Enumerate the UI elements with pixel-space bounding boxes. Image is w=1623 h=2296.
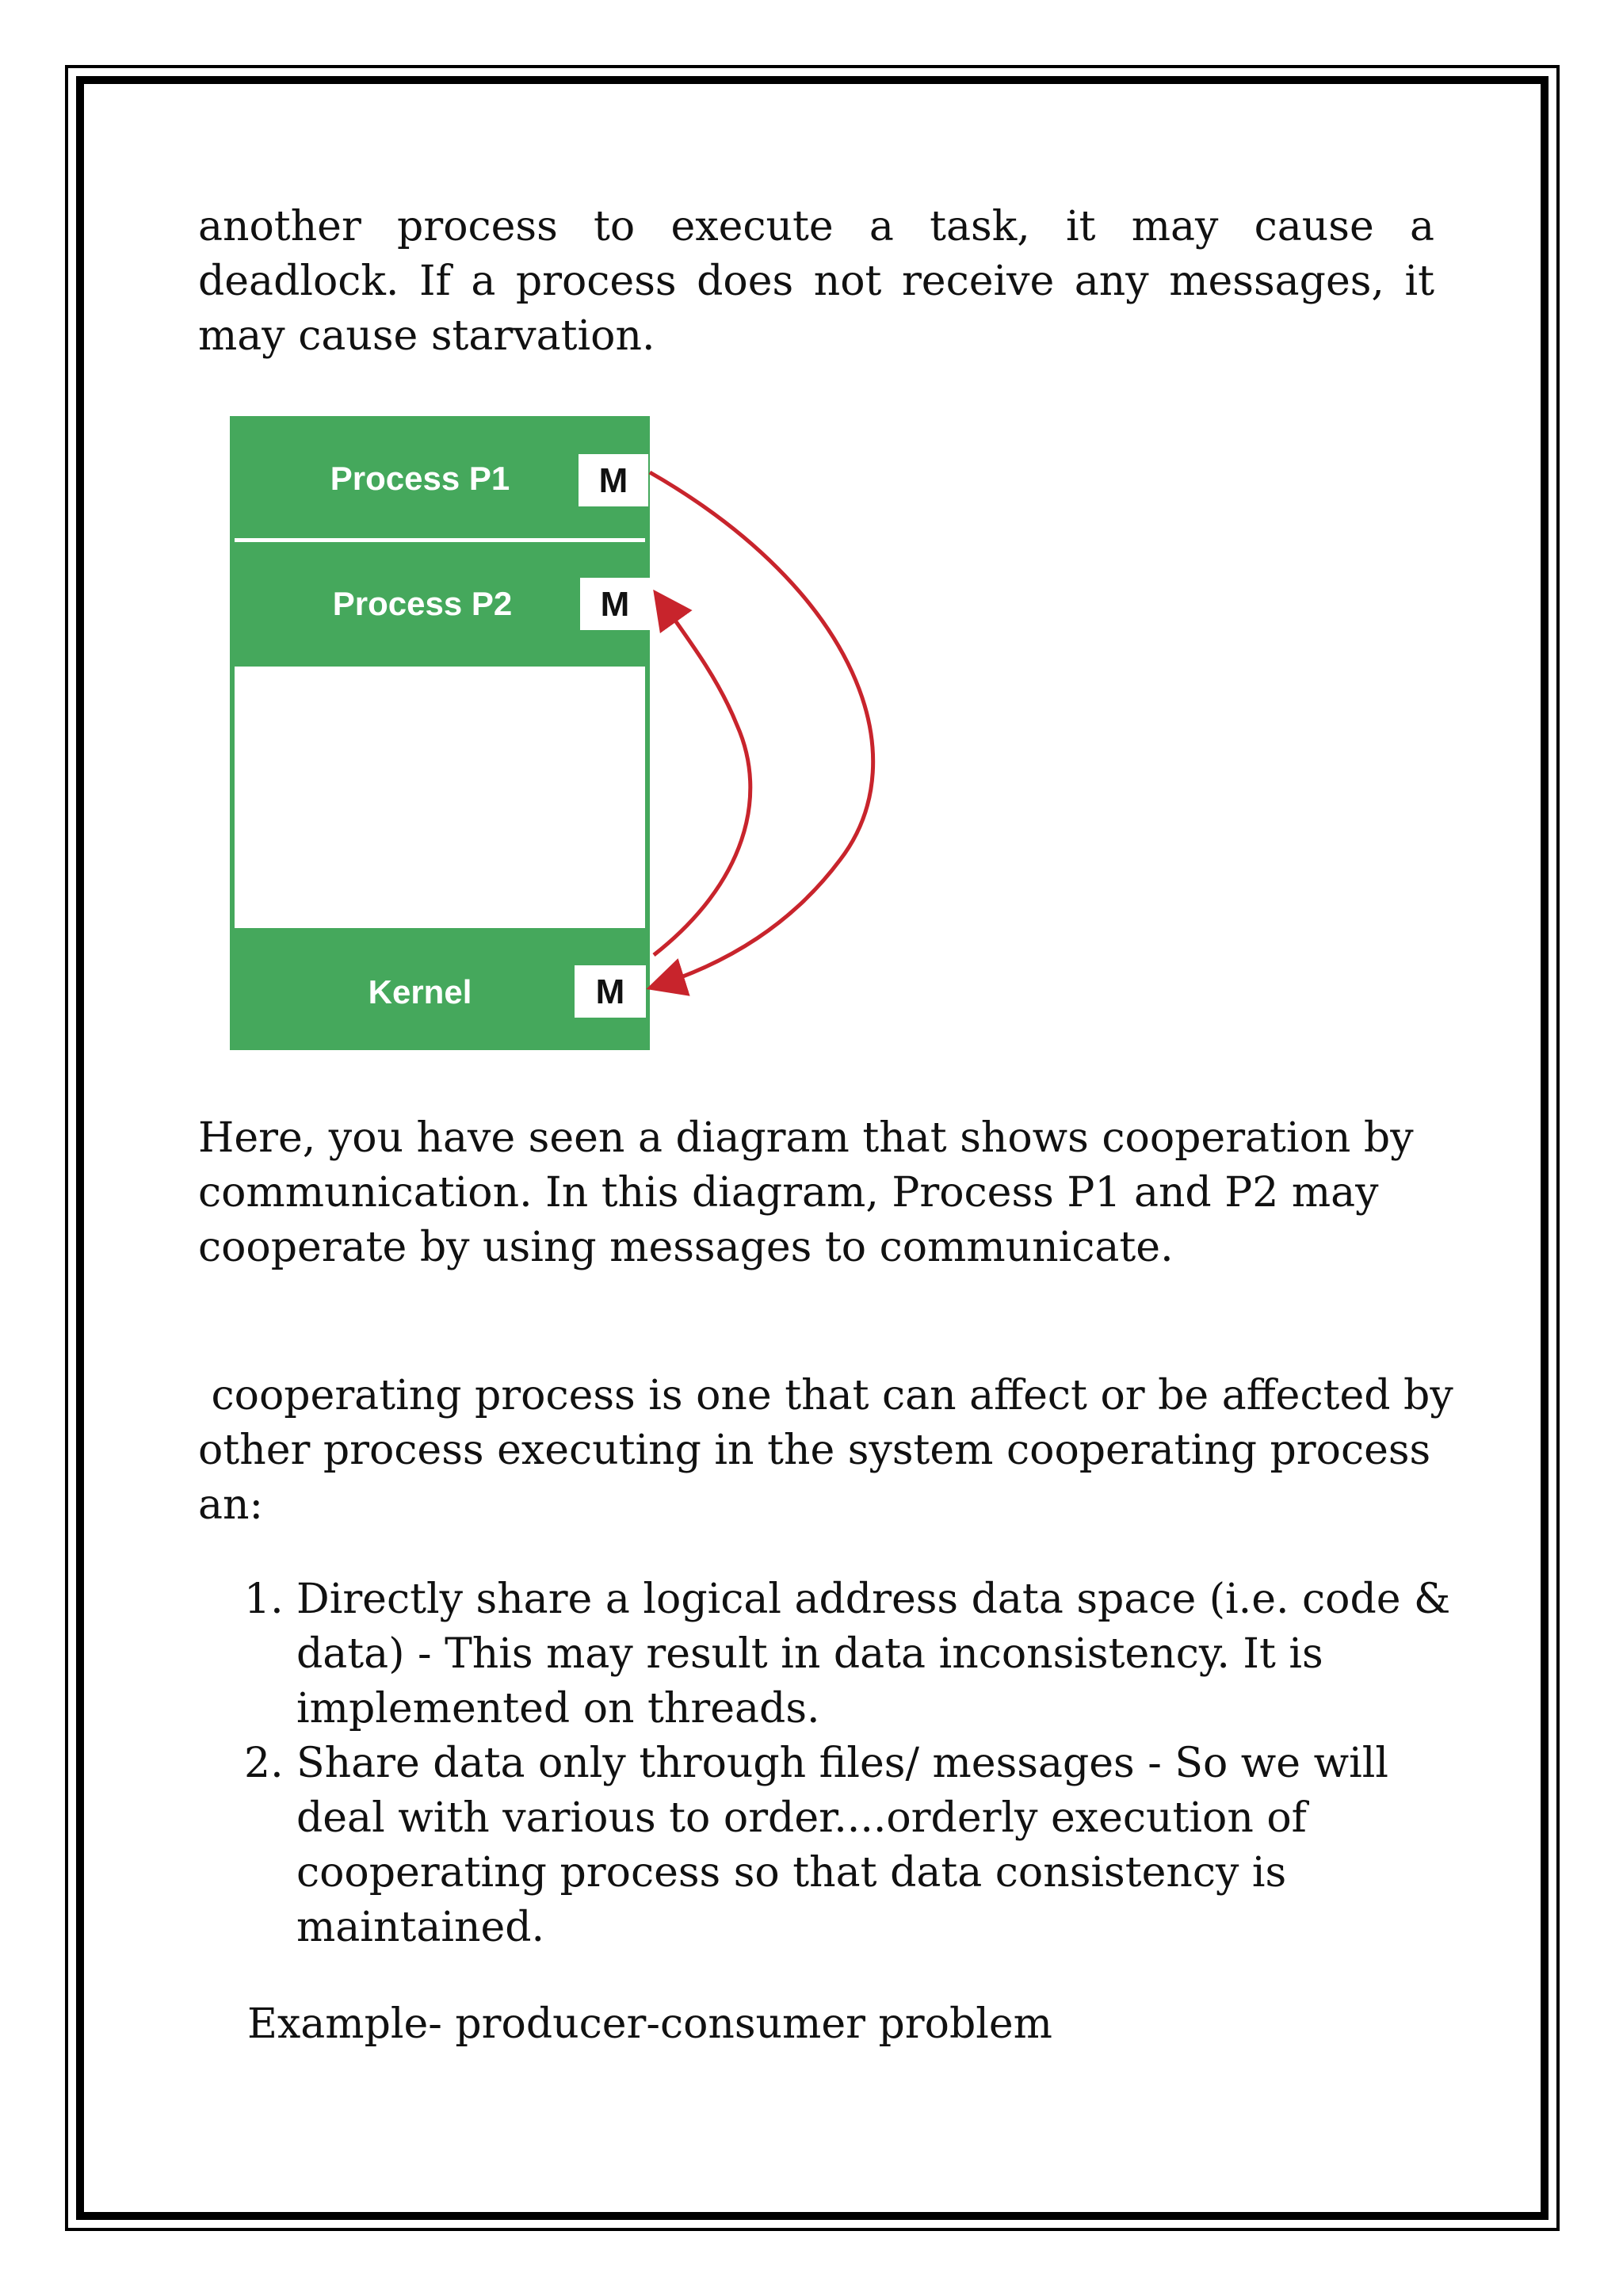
list-item — [238, 1736, 1474, 1955]
process-separator — [235, 538, 645, 542]
list-item — [238, 1572, 1474, 1736]
kernel-label: Kernel — [368, 973, 472, 1010]
example-line: Example- producer-consumer problem — [247, 2000, 1052, 2048]
explanation-paragraph: Here, you have seen a diagram that shows cooperation by communication. In this diagram, Process P1 and P2 may cooperate by using messages to communicate. — [198, 1114, 1414, 1271]
empty-space — [235, 667, 645, 928]
process-p1-message-label: M — [598, 461, 628, 500]
process-p2-message-label: M — [600, 585, 630, 624]
arrow-kernel-to-p2 — [654, 596, 750, 955]
list-item-text: Directly share a logical address data space (i.e. code & data) - This may result in data inconsistency. It is implemented on threads. — [296, 1576, 1451, 1733]
intro-line: may cause starvation. — [198, 312, 655, 360]
list-item-number: 1. — [244, 1576, 284, 1623]
process-p1-label: Process P1 — [330, 460, 510, 497]
definition-paragraph: cooperating process is one that can affect or be affected by other process executing in the system cooperating process an: — [198, 1372, 1467, 1529]
intro-line: another process to execute a task, it may cause a — [198, 203, 1434, 250]
list-item-number: 2. — [244, 1740, 284, 1787]
cooperation-methods-list — [238, 1572, 1474, 1955]
intro-line: deadlock. If a process does not receive any messages, it — [198, 258, 1434, 305]
kernel-message-label: M — [595, 972, 625, 1011]
list-item-text: Share data only through files/ messages - So we will deal with various to order....orderly execution of cooperating process so that data consistency is maintained. — [296, 1740, 1388, 1951]
arrow-p1-to-kernel — [650, 472, 873, 987]
message-passing-diagram — [222, 408, 935, 1066]
process-p2-label: Process P2 — [332, 585, 513, 622]
intro-paragraph — [198, 200, 1434, 364]
